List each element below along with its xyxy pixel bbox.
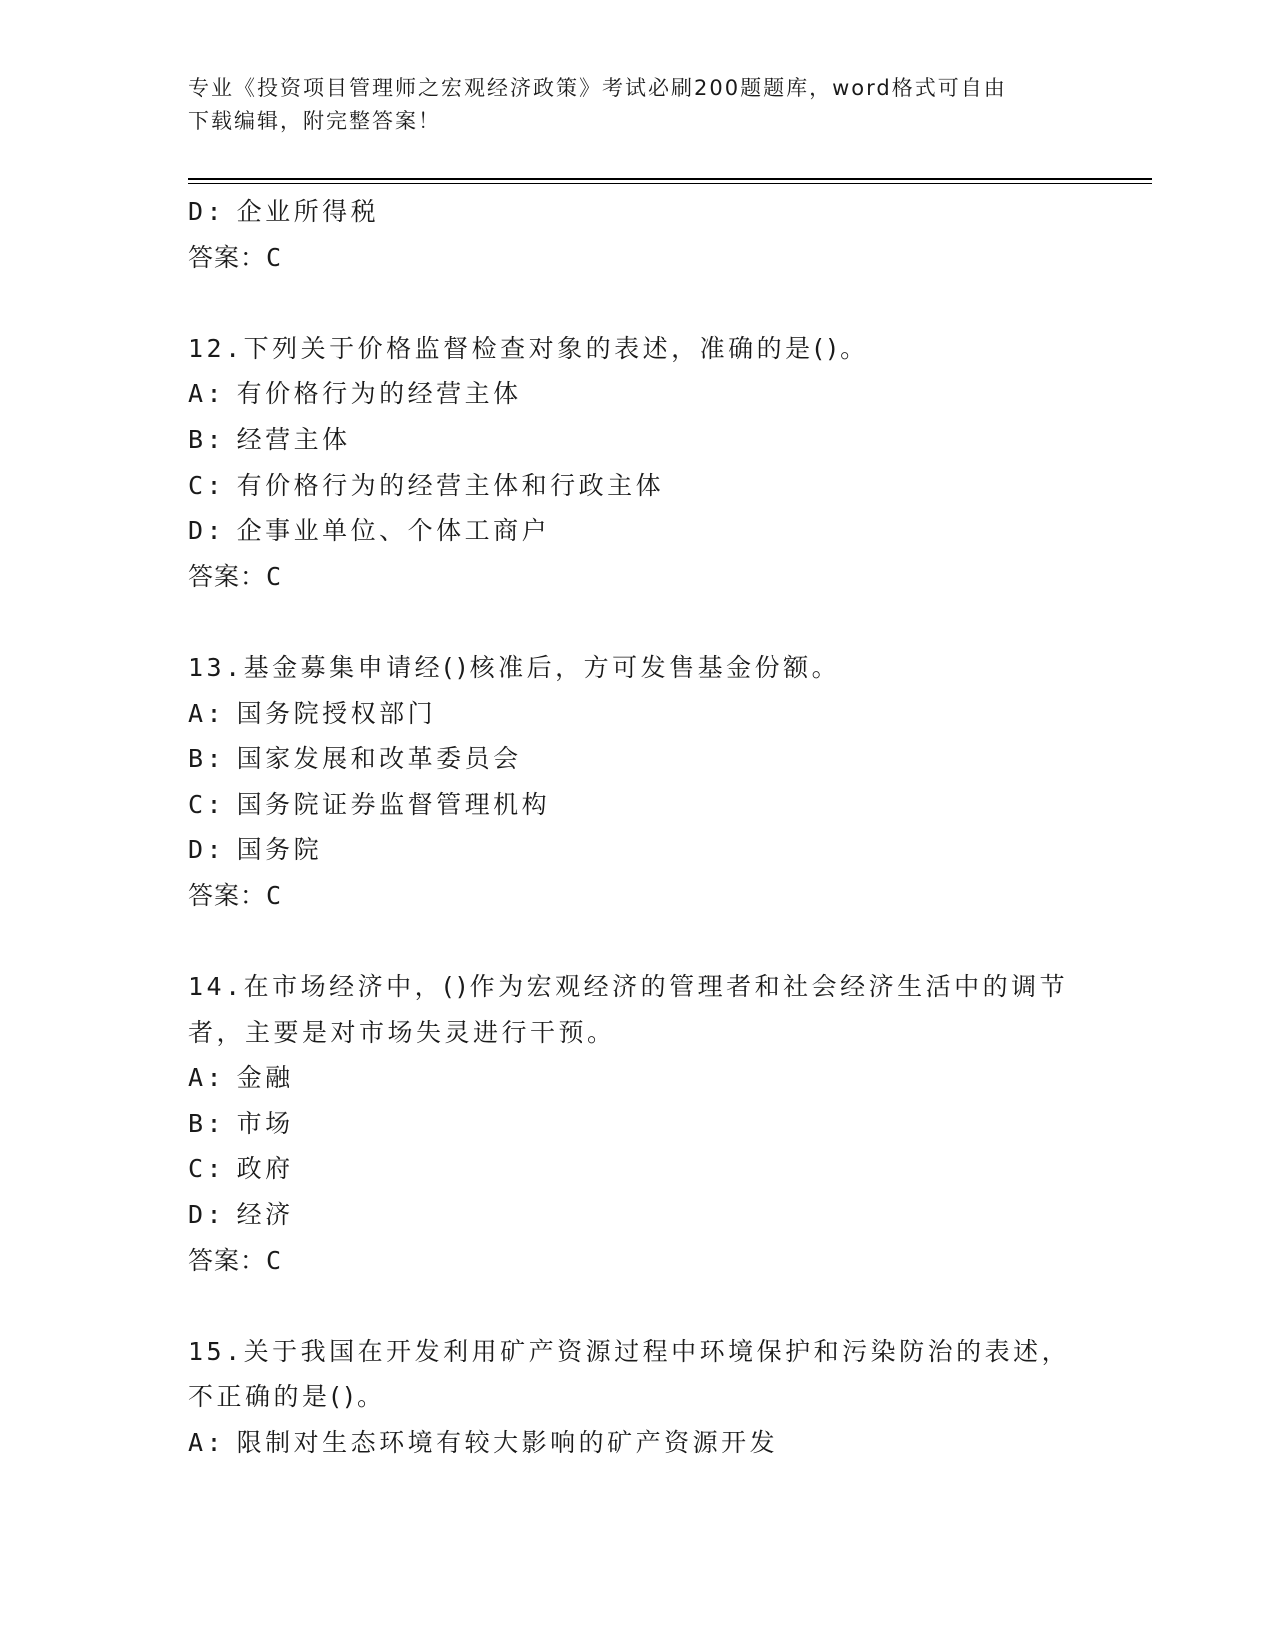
option-label: A: bbox=[188, 698, 226, 728]
option-label: B: bbox=[188, 424, 226, 454]
question-stem bbox=[188, 964, 1152, 1010]
question-stem bbox=[188, 645, 1152, 691]
option-label: D: bbox=[188, 197, 226, 226]
answer-value: C bbox=[266, 880, 283, 910]
option-b bbox=[188, 417, 1152, 463]
answer-value: C bbox=[266, 561, 283, 591]
option-label: C: bbox=[188, 1154, 226, 1184]
option-text: 政府 bbox=[236, 1154, 294, 1184]
option-a bbox=[188, 1055, 1152, 1101]
question-stem-continuation: 者，主要是对市场失灵进行干预。 bbox=[188, 1017, 616, 1047]
option-text: 国务院授权部门 bbox=[236, 698, 437, 728]
option-text: 国务院 bbox=[236, 835, 323, 865]
option-a bbox=[188, 1420, 1152, 1466]
option-text: 市场 bbox=[236, 1108, 294, 1138]
option-text: 限制对生态环境有较大影响的矿产资源开发 bbox=[236, 1428, 779, 1458]
option-b bbox=[188, 1101, 1152, 1147]
document-header bbox=[188, 72, 1088, 138]
option-d bbox=[188, 827, 1152, 873]
option-text: 国务院证券监督管理机构 bbox=[236, 789, 551, 819]
question-list bbox=[188, 189, 1152, 1466]
answer-line bbox=[188, 235, 1152, 281]
option-label: C: bbox=[188, 789, 226, 819]
option-label: A: bbox=[188, 1063, 226, 1093]
option-text: 经济 bbox=[236, 1200, 294, 1230]
option-b bbox=[188, 736, 1152, 782]
answer-value: C bbox=[266, 242, 283, 272]
answer-label: 答案： bbox=[188, 1245, 267, 1275]
option-c bbox=[188, 1146, 1152, 1192]
answer-label: 答案： bbox=[188, 880, 267, 910]
spacer bbox=[188, 599, 1152, 645]
question-stem-continuation: 不正确的是()。 bbox=[188, 1382, 386, 1412]
header-divider-thick bbox=[188, 178, 1152, 180]
option-a bbox=[188, 371, 1152, 417]
question-stem bbox=[188, 326, 1152, 372]
option-c bbox=[188, 463, 1152, 509]
question-number: 15. bbox=[188, 1336, 244, 1366]
question-text: 下列关于价格监督检查对象的表述，准确的是()。 bbox=[243, 333, 869, 363]
header-divider-thin bbox=[188, 183, 1152, 184]
answer-label: 答案： bbox=[188, 242, 267, 272]
option-text: 企业所得税 bbox=[236, 197, 380, 226]
answer-line bbox=[188, 1238, 1152, 1284]
question-stem bbox=[188, 1329, 1152, 1375]
question-number: 14. bbox=[188, 972, 244, 1002]
option-d bbox=[188, 189, 1152, 235]
answer-label: 答案： bbox=[188, 561, 267, 591]
option-c bbox=[188, 782, 1152, 828]
question-text: 在市场经济中，()作为宏观经济的管理者和社会经济生活中的调节 bbox=[243, 972, 1069, 1002]
option-label: A: bbox=[188, 379, 226, 409]
answer-line bbox=[188, 873, 1152, 919]
header-intro-line2: 下载编辑，附完整答案！ bbox=[188, 109, 441, 133]
spacer bbox=[188, 280, 1152, 326]
option-label: D: bbox=[188, 1200, 226, 1230]
option-a bbox=[188, 691, 1152, 737]
option-text: 企事业单位、个体工商户 bbox=[236, 516, 551, 546]
option-d bbox=[188, 1192, 1152, 1238]
option-text: 有价格行为的经营主体 bbox=[236, 379, 522, 409]
spacer bbox=[188, 919, 1152, 965]
option-text: 国家发展和改革委员会 bbox=[236, 744, 522, 774]
question-number: 13. bbox=[188, 652, 244, 682]
option-text: 金融 bbox=[236, 1063, 294, 1093]
spacer bbox=[188, 1283, 1152, 1329]
option-label: C: bbox=[188, 470, 226, 500]
option-label: D: bbox=[188, 835, 226, 865]
option-d bbox=[188, 508, 1152, 554]
option-label: B: bbox=[188, 744, 226, 774]
option-label: D: bbox=[188, 516, 226, 546]
answer-value: C bbox=[266, 1245, 283, 1275]
option-label: A: bbox=[188, 1428, 226, 1458]
question-text: 基金募集申请经()核准后，方可发售基金份额。 bbox=[243, 652, 841, 682]
option-label: B: bbox=[188, 1108, 226, 1138]
question-text: 关于我国在开发利用矿产资源过程中环境保护和污染防治的表述， bbox=[243, 1336, 1071, 1366]
option-text: 有价格行为的经营主体和行政主体 bbox=[236, 470, 665, 500]
question-number: 12. bbox=[188, 333, 244, 363]
option-text: 经营主体 bbox=[236, 424, 351, 454]
answer-line bbox=[188, 554, 1152, 600]
header-intro-line1: 专业《投资项目管理师之宏观经济政策》考试必刷200题题库，word格式可自由 bbox=[188, 76, 1007, 100]
